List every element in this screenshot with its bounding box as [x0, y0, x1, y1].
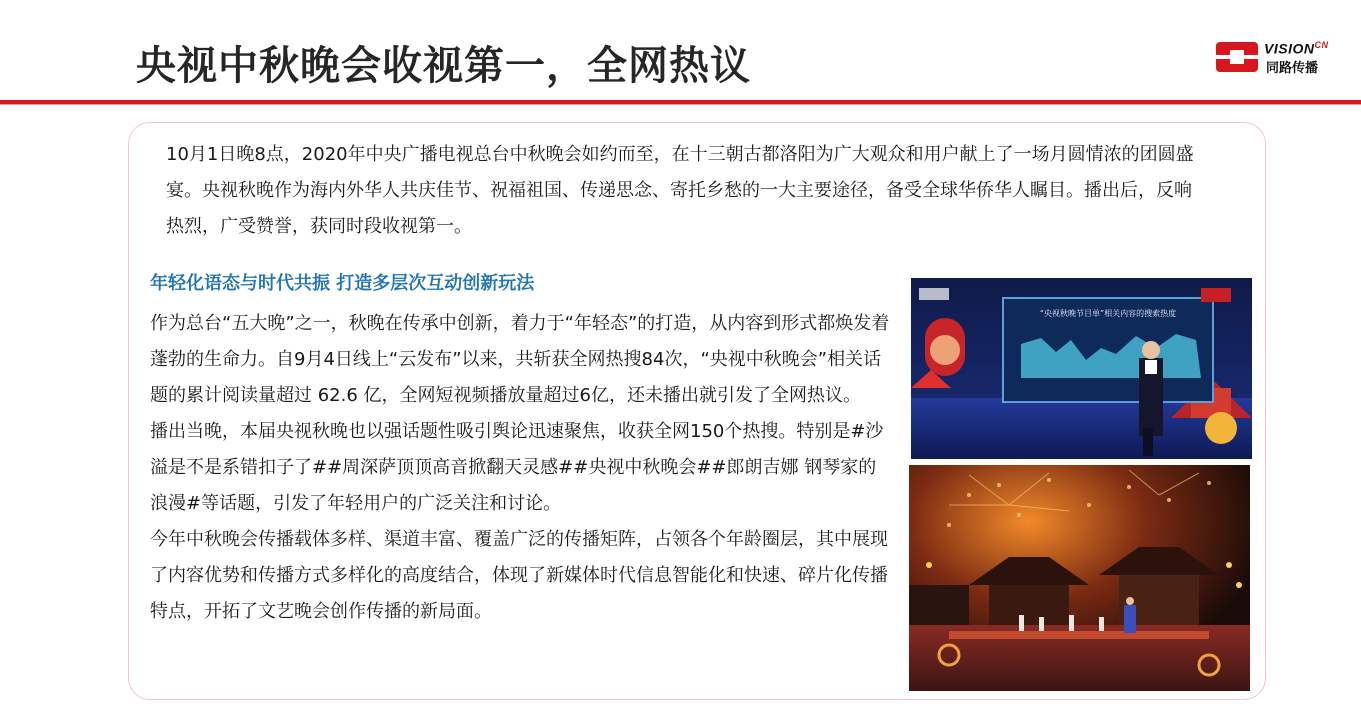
page-title: 央视中秋晚会收视第一，全网热议 — [136, 43, 751, 89]
gala-stage-photo — [909, 465, 1250, 691]
body-paragraph-1: 作为总台“五大晚”之一，秋晚在传承中创新，着力于“年轻态”的打造，从内容到形式都焕发着蓬勃的生命力。自9月4日线上“云发布”以来，共斩获全网热搜84次，“央视中秋晚会”相关话题的累计阅读量超过 62.6 亿，全网短视频播放量超过6亿，还未播出就引发了全网热议。 — [150, 313, 890, 406]
studio-screen-caption: “央视秋晚节目单”相关内容的搜索热度 — [1039, 309, 1177, 318]
logo-mark-icon — [1214, 38, 1260, 76]
section-body — [150, 306, 890, 630]
intro-paragraph: 10月1日晚8点，2020年中央广播电视总台中秋晚会如约而至，在十三朝古都洛阳为广大观众和用户献上了一场月圆情浓的团圆盛宴。央视秋晚作为海内外华人共庆佳节、祝福祖国、传递思念、寄托乡愁的一大主要途径，备受全球华侨华人瞩目。播出后，反响热烈，广受赞誉，获同时段收视第一。 — [166, 144, 1194, 237]
header-divider-shadow — [0, 104, 1361, 105]
logo-brand-cn: 同路传播 — [1266, 61, 1319, 76]
body-paragraph-2: 播出当晚，本届央视秋晚也以强话题性吸引舆论迅速聚焦，收获全网150个热搜。特别是#沙溢是不是系错扣子了##周深萨顶顶高音掀翻天灵感##央视中秋晚会##郎朗吉娜 钢琴家的浪漫#等话题，引发了年轻用户的广泛关注和讨论。 — [150, 421, 884, 514]
body-paragraph-3: 今年中秋晚会传播载体多样、渠道丰富、覆盖广泛的传播矩阵，占领各个年龄圈层，其中展现了内容优势和传播方式多样化的高度结合，体现了新媒体时代信息智能化和快速、碎片化传播特点，开拓了文艺晚会创作传播的新局面。 — [150, 529, 888, 622]
section-heading: 年轻化语态与时代共振 打造多层次互动创新玩法 — [150, 273, 535, 294]
studio-photo — [911, 278, 1252, 459]
brand-logo — [1214, 36, 1344, 80]
logo-brand-en: $VISION^{CN}$ — [1264, 40, 1329, 57]
